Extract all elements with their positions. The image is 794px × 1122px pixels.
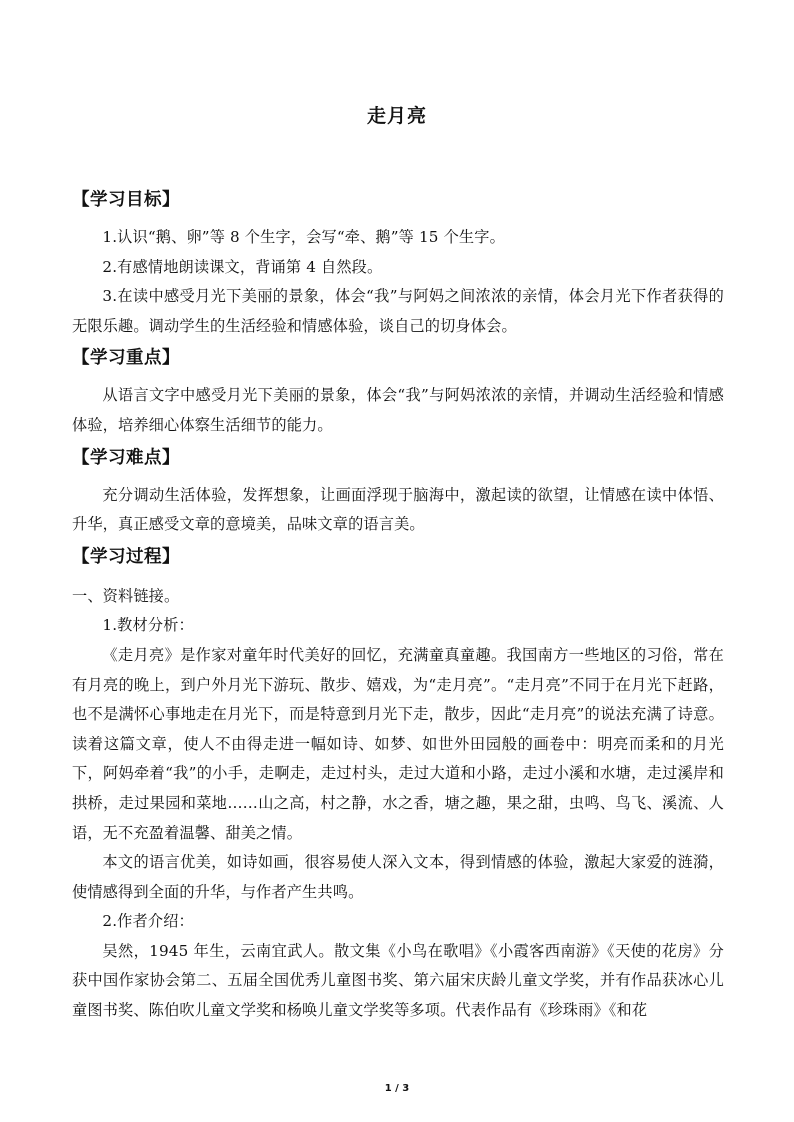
analysis-title: 1.教材分析： (102, 616, 194, 635)
author-paragraph: 吴然，1945 年生，云南宜武人。散文集《小鸟在歌唱》《小霞客西南游》《天使的花房》分获中国作家协会第二、五届全国优秀儿童图书奖、第六届宋庆龄儿童文学奖，并有作品获冰心儿童图书奖、陈伯吹儿童文学奖和杨唤儿童文学奖等多项。代表作品有《珍珠雨》《和花 (72, 941, 724, 1020)
section-heading-process: 【学习过程】 (72, 546, 180, 567)
document-title: 走月亮 (366, 105, 427, 127)
analysis-paragraph-2: 本文的语言优美，如诗如画，很容易使人深入文本，得到情感的体验，激起大家爱的涟漪，使情感得到全面的升华，与作者产生共鸣。 (72, 853, 724, 901)
analysis-paragraph-1: 《走月亮》是作家对童年时代美好的回忆，充满童真童趣。我国南方一些地区的习俗，常在有月亮的晚上，到户外月光下游玩、散步、嬉戏，为“走月亮”。“走月亮”不同于在月光下赶路，也不是满怀心事地走在月光下，而是特意到月光下走，散步，因此“走月亮”的说法充满了诗意。读着这篇文章，使人不由得走进一幅如诗、如梦、如世外田园般的画卷中：明亮而柔和的月光下，阿妈牵着“我”的小手，走啊走，走过村头，走过大道和小路，走过小溪和水塘，走过溪岸和拱桥，走过果园和菜地……山之高，村之静，水之香，塘之趣，果之甜，虫鸣、鸟飞、溪流、人语，无不充盈着温馨、甜美之情。 (72, 645, 724, 842)
section-heading-difficulty: 【学习难点】 (72, 447, 180, 468)
difficulty-paragraph: 充分调动生活体验，发挥想象，让画面浮现于脑海中，激起读的欲望，让情感在读中体悟、升华，真正感受文章的意境美，品味文章的语言美。 (72, 485, 724, 534)
author-title: 2.作者介绍： (102, 912, 194, 931)
goal-item-1: 1.认识“鹅、卵”等 8 个生字，会写“牵、鹅”等 15 个生字。 (102, 228, 505, 246)
focus-paragraph: 从语言文字中感受月光下美丽的景象，体会“我”与阿妈浓浓的亲情，并调动生活经验和情感体验，培养细心体察生活细节的能力。 (72, 386, 724, 434)
goal-item-2: 2.有感情地朗读课文，背诵第 4 自然段。 (102, 257, 383, 276)
document-body (72, 183, 724, 1026)
section-heading-focus: 【学习重点】 (72, 348, 180, 369)
section-heading-goals: 【学习目标】 (72, 190, 180, 210)
goal-item-3: 3.在读中感受月光下美丽的景象，体会“我”与阿妈之间浓浓的亲情，体会月光下作者获得的无限乐趣。调动学生的生活经验和情感体验，谈自己的切身体会。 (72, 287, 724, 335)
process-part-1-title: 一、资料链接。 (72, 586, 180, 605)
page-number: 1 / 3 (384, 1083, 410, 1094)
